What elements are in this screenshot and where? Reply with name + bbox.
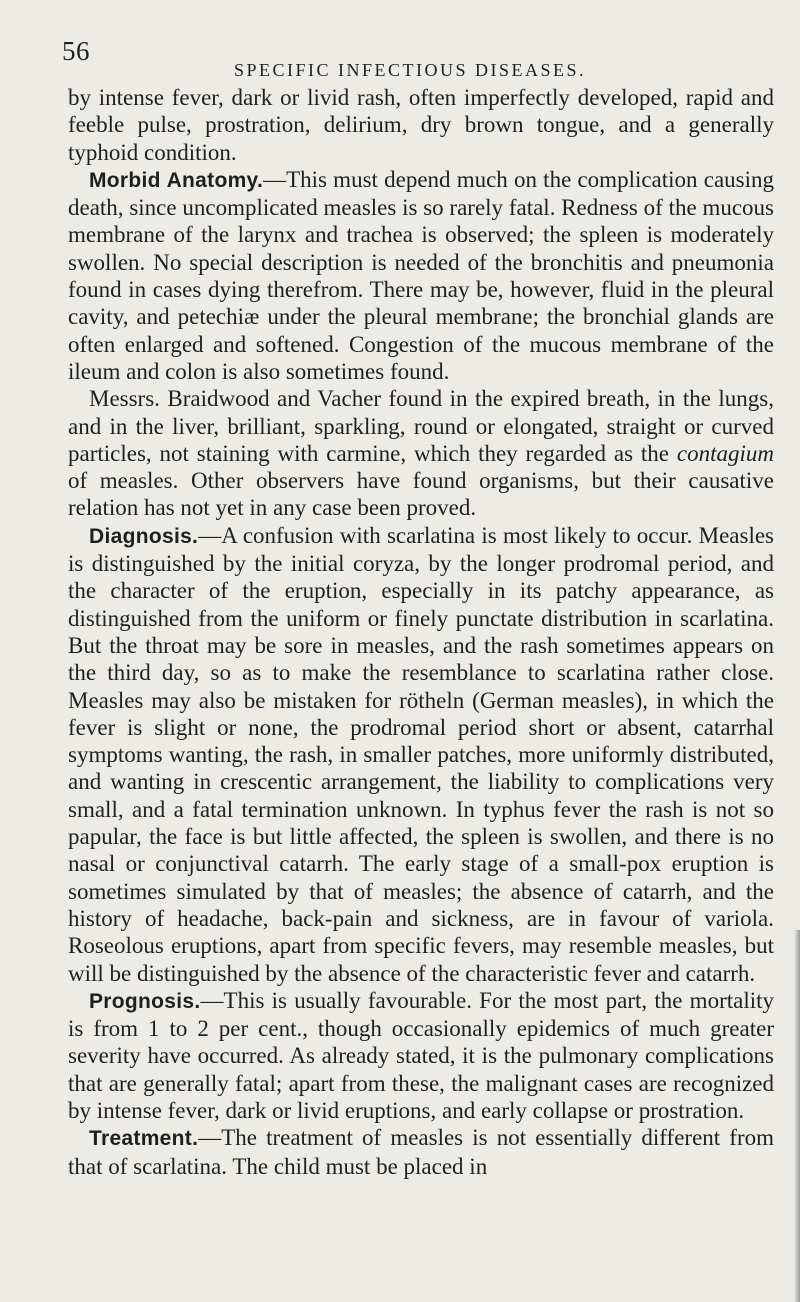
paragraph-treatment: [68, 1124, 774, 1180]
paragraph-morbid-anatomy: [68, 166, 774, 385]
paragraph-braidwood-vacher: [68, 385, 774, 521]
paragraph-text: Messrs. Braidwood and Vacher found in the expired breath, in the lungs, and in the liver, brilliant, sparkling, round or elongated, straight or curved particles, not staining with carmine, which they regarded as the: [68, 386, 774, 466]
paragraph-continuation: [68, 84, 774, 166]
page-number: 56: [62, 36, 90, 66]
italic-term: contagium: [676, 440, 774, 466]
paragraph-prognosis: [68, 987, 774, 1124]
paragraph-diagnosis: [68, 522, 774, 987]
paragraph-text: by intense fever, dark or livid rash, often imperfectly developed, rapid and feeble pulse, prostration, delirium, dry brown tongue, and a generally typhoid condition.: [68, 85, 774, 165]
section-heading-diagnosis: Diagnosis.: [89, 524, 199, 548]
running-head: SPECIFIC INFECTIOUS DISEASES.: [233, 60, 587, 80]
paragraph-text: —This must depend much on the complication causing death, since uncomplicated measles is so rarely fatal. Redness of the mucous membrane of the larynx and trachea is observed; the spleen is moderately swollen. No special description is needed of the bronchitis and pneumonia found in cases dying therefrom. There may be, however, fluid in the pleural cavity, and petechiæ under the pleural membrane; the bronchial glands are often enlarged and softened. Congestion of the mucous membrane of the ileum and colon is also sometimes found.: [68, 166, 774, 384]
section-heading-morbid-anatomy: Morbid Anatomy.: [89, 168, 264, 192]
section-heading-prognosis: Prognosis.: [89, 989, 201, 1013]
paragraph-text: —This is usually favourable. For the most part, the mortality is from 1 to 2 per cent., though occasionally epidemics of much greater severity have occurred. As already stated, it is the pulmonary complications that are generally fatal; apart from these, the malignant cases are recognized by intense fever, dark or livid eruptions, and early collapse or prostration.: [68, 987, 774, 1123]
page-edge-shadow: [794, 930, 800, 1302]
body-text: [68, 84, 774, 1180]
paragraph-text: —The treatment of measles is not essentially different from that of scarlatina. The child must be placed in: [68, 1125, 774, 1179]
paragraph-text: —A confusion with scarlatina is most likely to occur. Measles is distinguished by the initial coryza, by the longer prodromal period, and the character of the eruption, especially in its patchy appearance, as distinguished from the uniform or finely punctate distribution in scarlatina. But the throat may be sore in measles, and the rash sometimes appears on the third day, so as to make the resemblance to scarlatina rather close. Measles may also be mistaken for rötheln (German measles), in which the fever is slight or none, the prodromal period short or absent, catarrhal symptoms wanting, the rash, in smaller patches, more uniformly distributed, and wanting in crescentic arrangement, the liability to complications very small, and a fatal termination unknown. In typhus fever the rash is not so papular, the face is but little affected, the spleen is swollen, and there is no nasal or conjunctival catarrh. The early stage of a small-pox eruption is sometimes simulated by that of measles; the absence of catarrh, and the history of headache, back-pain and sickness, are in favour of variola. Roseolous eruptions, apart from specific fevers, may resemble measles, but will be distinguished by the absence of the characteristic fever and catarrh.: [68, 522, 774, 986]
paragraph-text: of measles. Other observers have found organisms, but their causative relation has not yet in any case been proved.: [68, 468, 774, 521]
page-header: [52, 36, 768, 80]
section-heading-treatment: Treatment.: [89, 1127, 199, 1151]
